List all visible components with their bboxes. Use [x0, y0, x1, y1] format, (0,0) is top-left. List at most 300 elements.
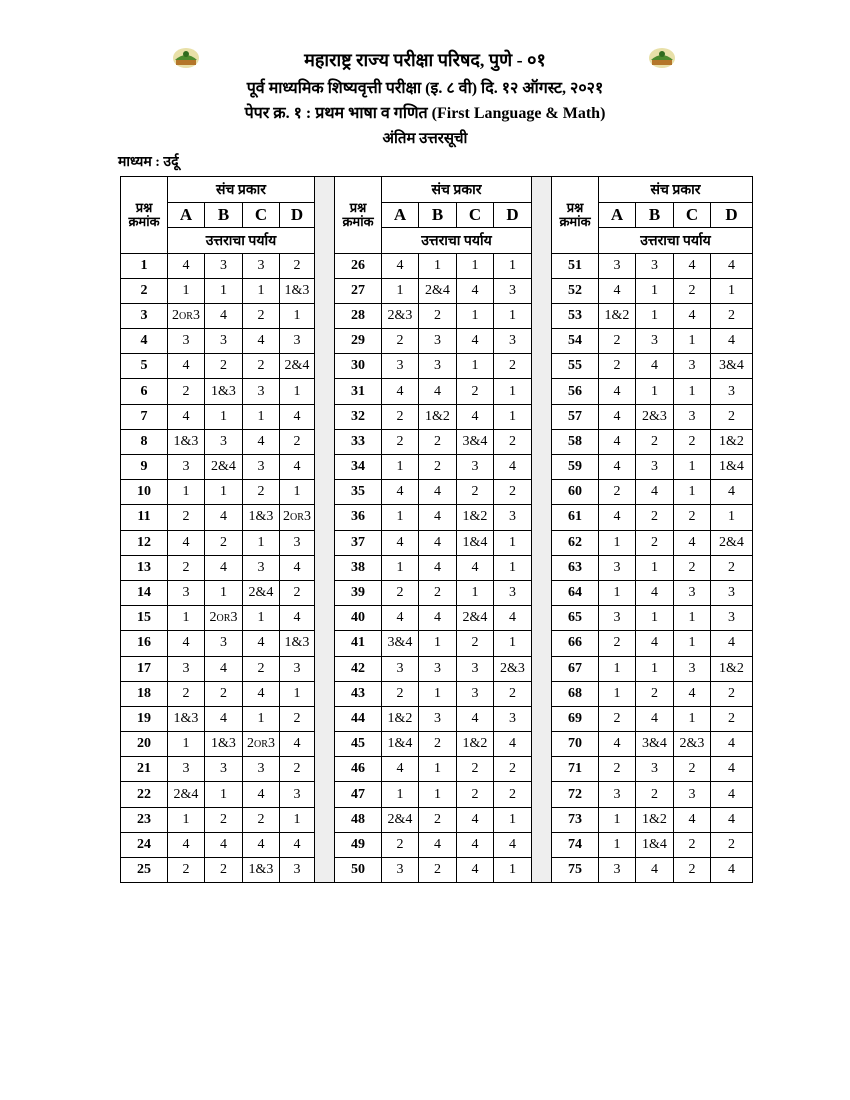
answer-cell: 2: [280, 706, 315, 731]
answer-cell: 1: [494, 555, 532, 580]
answer-cell: 4: [599, 278, 636, 303]
answer-cell: 2or3: [205, 606, 243, 631]
answer-cell: 1: [205, 580, 243, 605]
table-row: [552, 429, 753, 454]
answer-cell: 4: [457, 807, 494, 832]
question-number: 19: [121, 706, 168, 731]
question-number: 18: [121, 681, 168, 706]
table-row: [552, 505, 753, 530]
answer-cell: 2: [711, 555, 753, 580]
answer-cell: 1: [419, 253, 457, 278]
answer-cell: 3&4: [711, 354, 753, 379]
table-row: [335, 480, 532, 505]
table-row: [335, 455, 532, 480]
table-row: [121, 404, 315, 429]
table-row: [121, 530, 315, 555]
answer-cell: 4: [280, 555, 315, 580]
answer-cell: 3: [599, 782, 636, 807]
answer-cell: 2&4: [457, 606, 494, 631]
answer-cell: 2&4: [711, 530, 753, 555]
table-row: [335, 404, 532, 429]
answer-cell: 1&2: [382, 706, 419, 731]
answer-cell: 1: [243, 530, 280, 555]
answer-cell: 3: [674, 782, 711, 807]
answer-cell: 1&2: [457, 732, 494, 757]
answer-cell: 2: [419, 807, 457, 832]
set-type-header: संच प्रकार: [168, 177, 315, 203]
table-row: [121, 303, 315, 328]
answer-cell: 4: [711, 782, 753, 807]
answer-cell: 4: [419, 505, 457, 530]
question-number: 49: [335, 832, 382, 857]
answer-cell: 1&4: [636, 832, 674, 857]
table-row: [335, 656, 532, 681]
answer-cell: 2: [494, 757, 532, 782]
question-number: 11: [121, 505, 168, 530]
answer-cell: 2: [419, 580, 457, 605]
question-number: 72: [552, 782, 599, 807]
question-number: 69: [552, 706, 599, 731]
answer-cell: 1: [382, 505, 419, 530]
answer-cell: 1: [636, 606, 674, 631]
answer-cell: 1: [419, 681, 457, 706]
answer-cell: 2: [205, 530, 243, 555]
question-number: 28: [335, 303, 382, 328]
answer-cell: 3: [205, 429, 243, 454]
answer-cell: 2&3: [674, 732, 711, 757]
answer-cell: 4: [419, 379, 457, 404]
answer-cell: 4: [599, 732, 636, 757]
question-number: 68: [552, 681, 599, 706]
table-row: [552, 656, 753, 681]
question-number: 8: [121, 429, 168, 454]
answer-cell: 4: [494, 455, 532, 480]
answer-cell: 4: [711, 480, 753, 505]
answer-cell: 4: [243, 681, 280, 706]
answer-cell: 3: [419, 656, 457, 681]
answer-cell: 4: [599, 429, 636, 454]
table-row: [121, 580, 315, 605]
answer-cell: 4: [419, 832, 457, 857]
answer-cell: 2: [494, 429, 532, 454]
answer-cell: 1&2: [599, 303, 636, 328]
answer-cell: 3: [382, 858, 419, 883]
answer-cell: 2: [280, 253, 315, 278]
table-row: [335, 278, 532, 303]
answer-cell: 3: [636, 253, 674, 278]
column-separator: [315, 176, 334, 883]
answer-cell: 3: [636, 329, 674, 354]
answer-cell: 2: [494, 354, 532, 379]
answer-cell: 1: [674, 606, 711, 631]
answer-cell: 2: [280, 580, 315, 605]
table-row: [335, 631, 532, 656]
answer-cell: 4: [419, 606, 457, 631]
answer-cell: 1: [243, 404, 280, 429]
question-number: 67: [552, 656, 599, 681]
answer-cell: 3: [636, 757, 674, 782]
answer-cell: 1&2: [711, 656, 753, 681]
answer-cell: 3: [382, 354, 419, 379]
question-number: 75: [552, 858, 599, 883]
answer-cell: 2&3: [382, 303, 419, 328]
table-row: [552, 555, 753, 580]
answer-cell: 1: [494, 379, 532, 404]
answer-cell: 4: [457, 706, 494, 731]
answer-cell: 2: [674, 858, 711, 883]
answer-cell: 3: [205, 253, 243, 278]
question-number: 63: [552, 555, 599, 580]
answer-cell: 3: [280, 782, 315, 807]
question-number: 70: [552, 732, 599, 757]
answer-cell: 2: [243, 807, 280, 832]
answer-cell: 2: [243, 656, 280, 681]
answer-cell: 1: [168, 807, 205, 832]
answer-cell: 1&3: [168, 706, 205, 731]
answer-block: [120, 176, 315, 883]
answer-cell: 3: [599, 858, 636, 883]
answer-cell: 1: [494, 807, 532, 832]
answer-cell: 1: [280, 379, 315, 404]
table-row: [335, 706, 532, 731]
answer-cell: 4: [168, 631, 205, 656]
answer-cell: 3: [599, 253, 636, 278]
table-row: [335, 807, 532, 832]
question-number: 52: [552, 278, 599, 303]
question-number: 16: [121, 631, 168, 656]
answer-cell: 4: [711, 329, 753, 354]
question-number: 12: [121, 530, 168, 555]
table-row: [335, 681, 532, 706]
answer-cell: 4: [674, 807, 711, 832]
answer-cell: 4: [382, 530, 419, 555]
table-row: [121, 631, 315, 656]
answer-cell: 2or3: [168, 303, 205, 328]
answer-cell: 4: [711, 253, 753, 278]
answer-cell: 1: [636, 303, 674, 328]
question-number: 48: [335, 807, 382, 832]
table-row: [335, 505, 532, 530]
question-number: 39: [335, 580, 382, 605]
set-a-header: A: [168, 202, 205, 228]
answer-cell: 3: [457, 681, 494, 706]
answer-cell: 1: [205, 480, 243, 505]
answer-cell: 2: [382, 429, 419, 454]
answer-cell: 2: [205, 858, 243, 883]
answer-cell: 1: [205, 278, 243, 303]
answer-cell: 2: [382, 404, 419, 429]
table-row: [552, 681, 753, 706]
question-number: 5: [121, 354, 168, 379]
answer-cell: 2: [382, 580, 419, 605]
question-number: 17: [121, 656, 168, 681]
answer-cell: 2: [494, 681, 532, 706]
answer-cell: 3: [494, 706, 532, 731]
table-row: [552, 631, 753, 656]
table-row: [121, 706, 315, 731]
set-b-header: B: [636, 202, 674, 228]
question-number: 20: [121, 732, 168, 757]
table-row: [552, 404, 753, 429]
answer-cell: 3&4: [636, 732, 674, 757]
answer-cell: 4: [205, 555, 243, 580]
answer-cell: 4: [457, 858, 494, 883]
table-row: [121, 505, 315, 530]
answer-cell: 1: [494, 631, 532, 656]
question-number: 6: [121, 379, 168, 404]
set-d-header: D: [711, 202, 753, 228]
set-type-header: संच प्रकार: [599, 177, 753, 203]
answer-cell: 4: [494, 832, 532, 857]
answer-cell: 3: [280, 329, 315, 354]
table-row: [552, 253, 753, 278]
table-row: [121, 807, 315, 832]
answer-cell: 4: [599, 404, 636, 429]
answer-cell: 1: [457, 580, 494, 605]
question-number: 26: [335, 253, 382, 278]
organization-title: महाराष्ट्र राज्य परीक्षा परिषद, पुणे - ०१: [304, 50, 546, 70]
answer-cell: 2: [168, 379, 205, 404]
answer-cell: 1&3: [243, 505, 280, 530]
set-d-header: D: [280, 202, 315, 228]
answer-cell: 3: [494, 329, 532, 354]
answer-cell: 3: [280, 656, 315, 681]
answer-cell: 2: [457, 480, 494, 505]
table-row: [552, 354, 753, 379]
table-row: [121, 782, 315, 807]
table-row: [335, 732, 532, 757]
question-number: 58: [552, 429, 599, 454]
answer-cell: 3: [280, 530, 315, 555]
question-number: 29: [335, 329, 382, 354]
answer-cell: 4: [168, 404, 205, 429]
answer-cell: 2: [168, 505, 205, 530]
answer-cell: 3&4: [457, 429, 494, 454]
answer-cell: 4: [205, 303, 243, 328]
answer-cell: 3: [243, 455, 280, 480]
answer-cell: 2or3: [243, 732, 280, 757]
answer-cell: 4: [280, 404, 315, 429]
exam-title: पूर्व माध्यमिक शिष्यवृत्ती परीक्षा (इ. ८ वी) दि. १२ ऑगस्ट, २०२१: [246, 80, 604, 97]
table-row: [121, 354, 315, 379]
answer-cell: 3&4: [382, 631, 419, 656]
set-b-header: B: [205, 202, 243, 228]
answer-cell: 2: [243, 303, 280, 328]
answer-cell: 2: [419, 303, 457, 328]
question-number: 23: [121, 807, 168, 832]
answer-cell: 2: [168, 858, 205, 883]
answer-cell: 3: [168, 757, 205, 782]
answer-cell: 1: [419, 631, 457, 656]
answer-cell: 1: [243, 606, 280, 631]
table-row: [552, 807, 753, 832]
answer-cell: 1: [457, 354, 494, 379]
answer-cell: 1: [205, 404, 243, 429]
table-row: [121, 858, 315, 883]
document-title: अंतिम उत्तरसूची: [382, 131, 468, 147]
answer-key-table: [120, 176, 753, 883]
answer-cell: 3: [205, 757, 243, 782]
answer-cell: 4: [243, 832, 280, 857]
question-number: 73: [552, 807, 599, 832]
answer-cell: 2: [674, 757, 711, 782]
answer-cell: 3: [599, 606, 636, 631]
answer-cell: 4: [599, 379, 636, 404]
answer-cell: 4: [599, 505, 636, 530]
table-row: [552, 480, 753, 505]
answer-cell: 3: [457, 455, 494, 480]
answer-cell: 1: [494, 303, 532, 328]
answer-cell: 4: [494, 606, 532, 631]
answer-cell: 2: [636, 782, 674, 807]
table-row: [335, 580, 532, 605]
answer-cell: 4: [711, 631, 753, 656]
question-number: 44: [335, 706, 382, 731]
answer-cell: 1: [280, 303, 315, 328]
answer-cell: 2: [205, 681, 243, 706]
answer-cell: 3: [674, 404, 711, 429]
answer-option-header: उत्तराचा पर्याय: [382, 228, 532, 254]
answer-cell: 2: [382, 329, 419, 354]
answer-cell: 4: [280, 455, 315, 480]
answer-cell: 1: [599, 530, 636, 555]
answer-cell: 2: [599, 329, 636, 354]
answer-cell: 4: [636, 354, 674, 379]
answer-cell: 1: [419, 782, 457, 807]
set-type-header: संच प्रकार: [382, 177, 532, 203]
answer-cell: 1: [457, 303, 494, 328]
answer-cell: 4: [280, 832, 315, 857]
answer-cell: 3: [636, 455, 674, 480]
answer-cell: 1: [674, 379, 711, 404]
question-number: 51: [552, 253, 599, 278]
answer-cell: 3: [382, 656, 419, 681]
answer-cell: 1: [674, 631, 711, 656]
question-number: 13: [121, 555, 168, 580]
answer-cell: 2: [280, 757, 315, 782]
table-row: [121, 606, 315, 631]
answer-cell: 3: [419, 706, 457, 731]
answer-cell: 3: [168, 580, 205, 605]
answer-cell: 2: [674, 832, 711, 857]
table-row: [335, 530, 532, 555]
answer-cell: 1: [382, 782, 419, 807]
table-row: [335, 606, 532, 631]
answer-cell: 3: [243, 555, 280, 580]
answer-cell: 2: [711, 404, 753, 429]
answer-cell: 1: [711, 278, 753, 303]
question-number: 22: [121, 782, 168, 807]
answer-cell: 1: [280, 807, 315, 832]
question-number: 46: [335, 757, 382, 782]
answer-cell: 1: [599, 832, 636, 857]
table-row: [121, 555, 315, 580]
question-number: 21: [121, 757, 168, 782]
question-number: 7: [121, 404, 168, 429]
question-number: 34: [335, 455, 382, 480]
answer-cell: 4: [168, 832, 205, 857]
answer-cell: 3: [168, 656, 205, 681]
answer-cell: 1: [419, 757, 457, 782]
answer-cell: 2&4: [243, 580, 280, 605]
answer-cell: 2: [168, 555, 205, 580]
answer-cell: 3: [711, 606, 753, 631]
answer-cell: 4: [636, 480, 674, 505]
answer-cell: 2: [280, 429, 315, 454]
answer-cell: 4: [419, 555, 457, 580]
answer-cell: 1: [674, 455, 711, 480]
answer-cell: 3: [494, 580, 532, 605]
question-no-header: प्रश्न क्रमांक: [335, 177, 382, 254]
answer-option-header: उत्तराचा पर्याय: [168, 228, 315, 254]
answer-cell: 3: [168, 329, 205, 354]
answer-cell: 1: [636, 379, 674, 404]
answer-cell: 4: [711, 757, 753, 782]
answer-cell: 4: [711, 732, 753, 757]
question-number: 1: [121, 253, 168, 278]
answer-cell: 2: [711, 832, 753, 857]
answer-cell: 2: [494, 480, 532, 505]
answer-cell: 4: [243, 782, 280, 807]
table-row: [335, 379, 532, 404]
answer-cell: 4: [205, 706, 243, 731]
table-row: [552, 832, 753, 857]
question-number: 4: [121, 329, 168, 354]
question-number: 3: [121, 303, 168, 328]
answer-cell: 2: [636, 429, 674, 454]
answer-cell: 3: [711, 379, 753, 404]
set-c-header: C: [457, 202, 494, 228]
table-row: [121, 278, 315, 303]
answer-cell: 1&3: [168, 429, 205, 454]
answer-cell: 2: [636, 530, 674, 555]
question-number: 66: [552, 631, 599, 656]
answer-cell: 2: [243, 480, 280, 505]
answer-cell: 1: [599, 681, 636, 706]
answer-cell: 1: [494, 530, 532, 555]
answer-cell: 4: [382, 253, 419, 278]
answer-cell: 4: [205, 832, 243, 857]
answer-cell: 4: [205, 505, 243, 530]
set-c-header: C: [674, 202, 711, 228]
table-row: [552, 706, 753, 731]
answer-cell: 2: [382, 681, 419, 706]
answer-cell: 2&4: [419, 278, 457, 303]
answer-cell: 2: [168, 681, 205, 706]
answer-option-header: उत्तराचा पर्याय: [599, 228, 753, 254]
table-row: [335, 253, 532, 278]
answer-cell: 1&4: [382, 732, 419, 757]
answer-cell: 1: [599, 656, 636, 681]
answer-cell: 4: [457, 832, 494, 857]
answer-cell: 1: [243, 706, 280, 731]
question-number: 54: [552, 329, 599, 354]
answer-cell: 2: [419, 732, 457, 757]
set-c-header: C: [243, 202, 280, 228]
answer-cell: 2: [636, 681, 674, 706]
answer-cell: 2: [457, 631, 494, 656]
answer-cell: 3: [457, 656, 494, 681]
answer-cell: 4: [243, 429, 280, 454]
question-number: 25: [121, 858, 168, 883]
question-number: 36: [335, 505, 382, 530]
table-row: [552, 580, 753, 605]
question-number: 35: [335, 480, 382, 505]
answer-cell: 2: [674, 505, 711, 530]
answer-cell: 3: [674, 354, 711, 379]
table-row: [121, 455, 315, 480]
answer-cell: 1: [205, 782, 243, 807]
